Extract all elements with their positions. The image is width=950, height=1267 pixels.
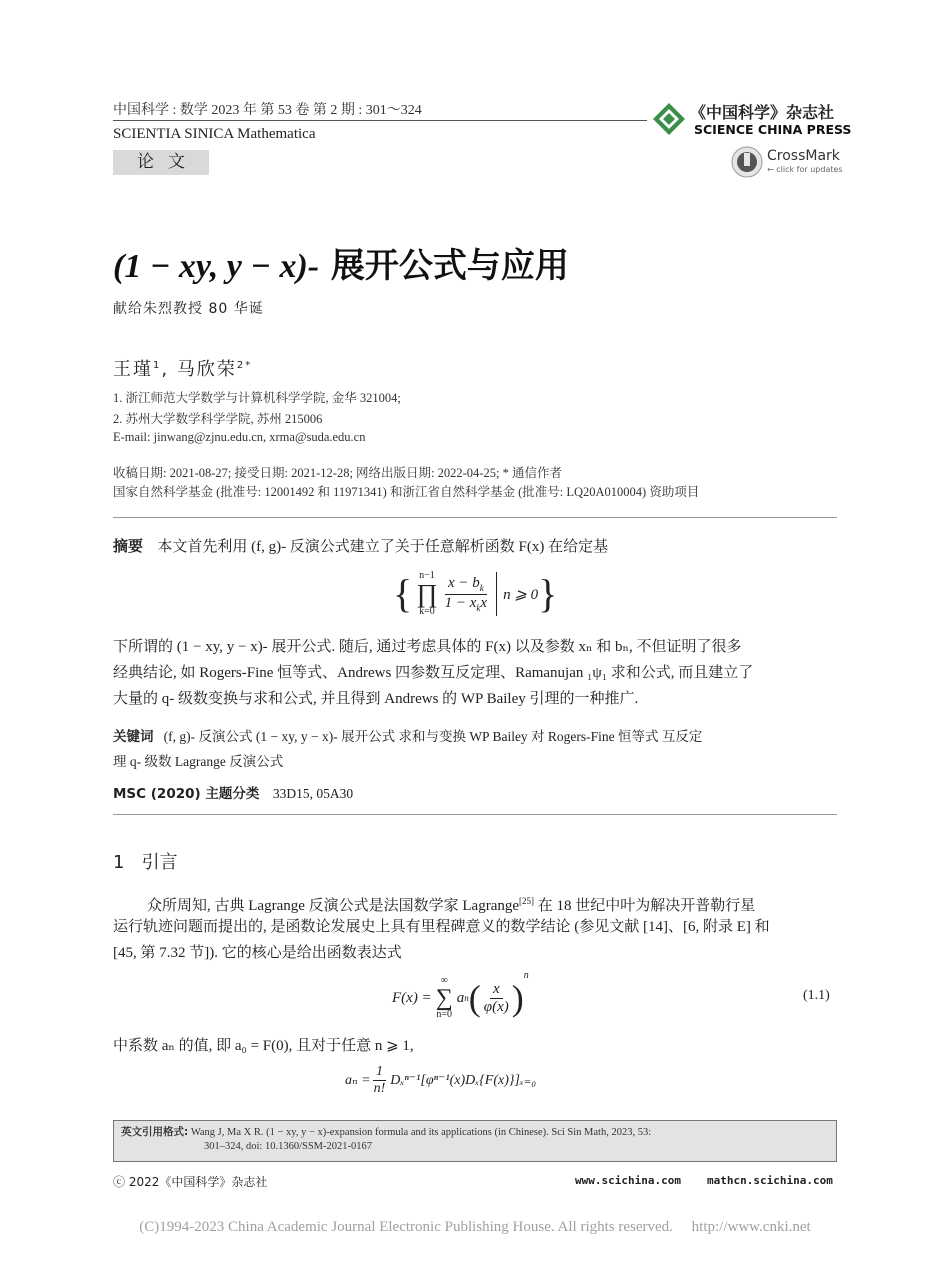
dates-line: 收稿日期: 2021-08-27; 接受日期: 2021-12-28; 网络出版日期: 2022-04-25; * 通信作者 — [113, 466, 562, 480]
email-line: E-mail: jinwang@zjnu.edu.cn, xrma@suda.edu.cn — [113, 430, 366, 444]
article-title: (1 − xy, y − x)- 展开公式与应用 — [113, 246, 569, 286]
dedication: 献给朱烈教授 80 华诞 — [113, 301, 264, 317]
intro-line-4: 中系数 aₙ 的值, 即 a₀ = F(0), 且对于任意 n ⩾ 1, — [113, 1038, 414, 1054]
citation-line-1: 英文引用格式: Wang J, Ma X R. (1 − xy, y − x)-expansion formula and its applications (in Chinese). Sci Sin Math, 2023, 53: — [121, 1126, 652, 1138]
keywords-line-2: 理 q- 级数 Lagrange 反演公式 — [113, 754, 284, 769]
msc-line — [113, 782, 353, 802]
footer-site-2[interactable]: mathcn.scichina.com — [707, 1174, 833, 1187]
cnki-watermark: (C)1994-2023 China Academic Journal Electronic Publishing House. All rights reserved. http://www.cnki.net — [139, 1219, 811, 1235]
publisher-en: SCIENCE CHINA PRESS — [694, 122, 852, 137]
keywords-label: 关键词 — [113, 729, 154, 745]
abstract-formula: { n−1 ∏ k=0 $\frac{x - b_k}{1 - x_kx}$ n ⩾ 0 } — [393, 570, 558, 617]
crossmark-title[interactable]: CrossMark — [767, 148, 840, 164]
section-heading: 1 引言 — [113, 852, 178, 873]
intro-line-2: 运行轨迹问题而提出的, 是函数论发展史上具有里程碑意义的数学结论 (参见文献 [14]、[6, 附录 E] 和 — [113, 919, 770, 935]
footer-site-1[interactable]: www.scichina.com — [575, 1174, 681, 1187]
keywords-line-1: 关键词 (f, g)- 反演公式 (1 − xy, y − x)- 展开公式 求和与变换 WP Bailey 对 Rogers-Fine 恒等式 互反定 — [113, 729, 703, 745]
intro-line-1: 众所周知, 古典 Lagrange 反演公式是法国数学家 Lagrange[25] 在 18 世纪中叶为解决开普勒行星 — [147, 896, 756, 914]
equation-label: (1.1) — [803, 988, 830, 1003]
publisher-cn: 《中国科学》杂志社 — [690, 103, 835, 122]
equation-coeff: aₙ = $\frac{1}{n!}$ Dₓⁿ⁻¹[φⁿ⁻¹(x)Dₓ{F(x)}]ₓ₌₀ — [345, 1064, 537, 1096]
intro-line-3: [45, 第 7.32 节]). 它的核心是给出函数表达式 — [113, 945, 402, 961]
header-rule — [113, 120, 647, 121]
abstract-top-rule — [113, 517, 837, 518]
citation-label: 英文引用格式: — [121, 1126, 189, 1138]
affiliation-2: 2. 苏州大学数学科学学院, 苏州 215006 — [113, 412, 323, 426]
citation-line-2: 301–324, doi: 10.1360/SSM-2021-0167 — [204, 1141, 373, 1152]
author-list: 王瑾$^1$, 马欣荣$^{2*}$ — [113, 359, 253, 380]
abstract-line-1: 摘要 本文首先利用 (f, g)- 反演公式建立了关于任意解析函数 F(x) 在给定基 — [113, 537, 609, 555]
section-tag: 论文 — [113, 150, 209, 175]
author-2: 马欣荣 — [176, 359, 237, 380]
author-1: 王瑾 — [113, 359, 153, 380]
science-china-logo-icon — [652, 102, 686, 136]
equation-1-1: F(x) = ∞ ∑ n=0 a n ( $\frac{x}{\varphi(x)}$ ) $^n$ — [392, 970, 529, 1020]
journal-line: 中国科学 : 数学 2023 年 第 53 卷 第 2 期 : 301～324 — [113, 103, 422, 118]
funding-line: 国家自然科学基金 (批准号: 12001492 和 11971341) 和浙江省自然科学基金 (批准号: LQ20A010004) 资助项目 — [113, 485, 700, 499]
journal-en: SCIENTIA SINICA Mathematica — [113, 126, 316, 142]
msc-label: MSC (2020) 主题分类 — [113, 786, 260, 802]
crossmark-icon[interactable] — [731, 146, 763, 178]
footer-copyright: ⓒ 2022《中国科学》杂志社 — [113, 1175, 268, 1189]
affiliation-1: 1. 浙江师范大学数学与计算机科学学院, 金华 321004; — [113, 391, 401, 405]
crossmark-sub[interactable]: ← click for updates — [767, 165, 843, 174]
abstract-label: 摘要 — [113, 537, 144, 555]
abstract-line-3: 经典结论, 如 Rogers-Fine 恒等式、Andrews 四参数互反定理、Ramanujan ₁ψ₁ 求和公式, 而且建立了 — [113, 665, 754, 681]
abstract-line-4: 大量的 q- 级数变换与求和公式, 并且得到 Andrews 的 WP Bailey 引理的一种推广. — [113, 691, 639, 707]
abstract-bottom-rule — [113, 814, 837, 815]
msc-value: 33D15, 05A30 — [272, 786, 354, 801]
abstract-line-2: 下所谓的 (1 − xy, y − x)- 展开公式. 随后, 通过考虑具体的 F(x) 以及参数 xₙ 和 bₙ, 不但证明了很多 — [113, 639, 742, 655]
